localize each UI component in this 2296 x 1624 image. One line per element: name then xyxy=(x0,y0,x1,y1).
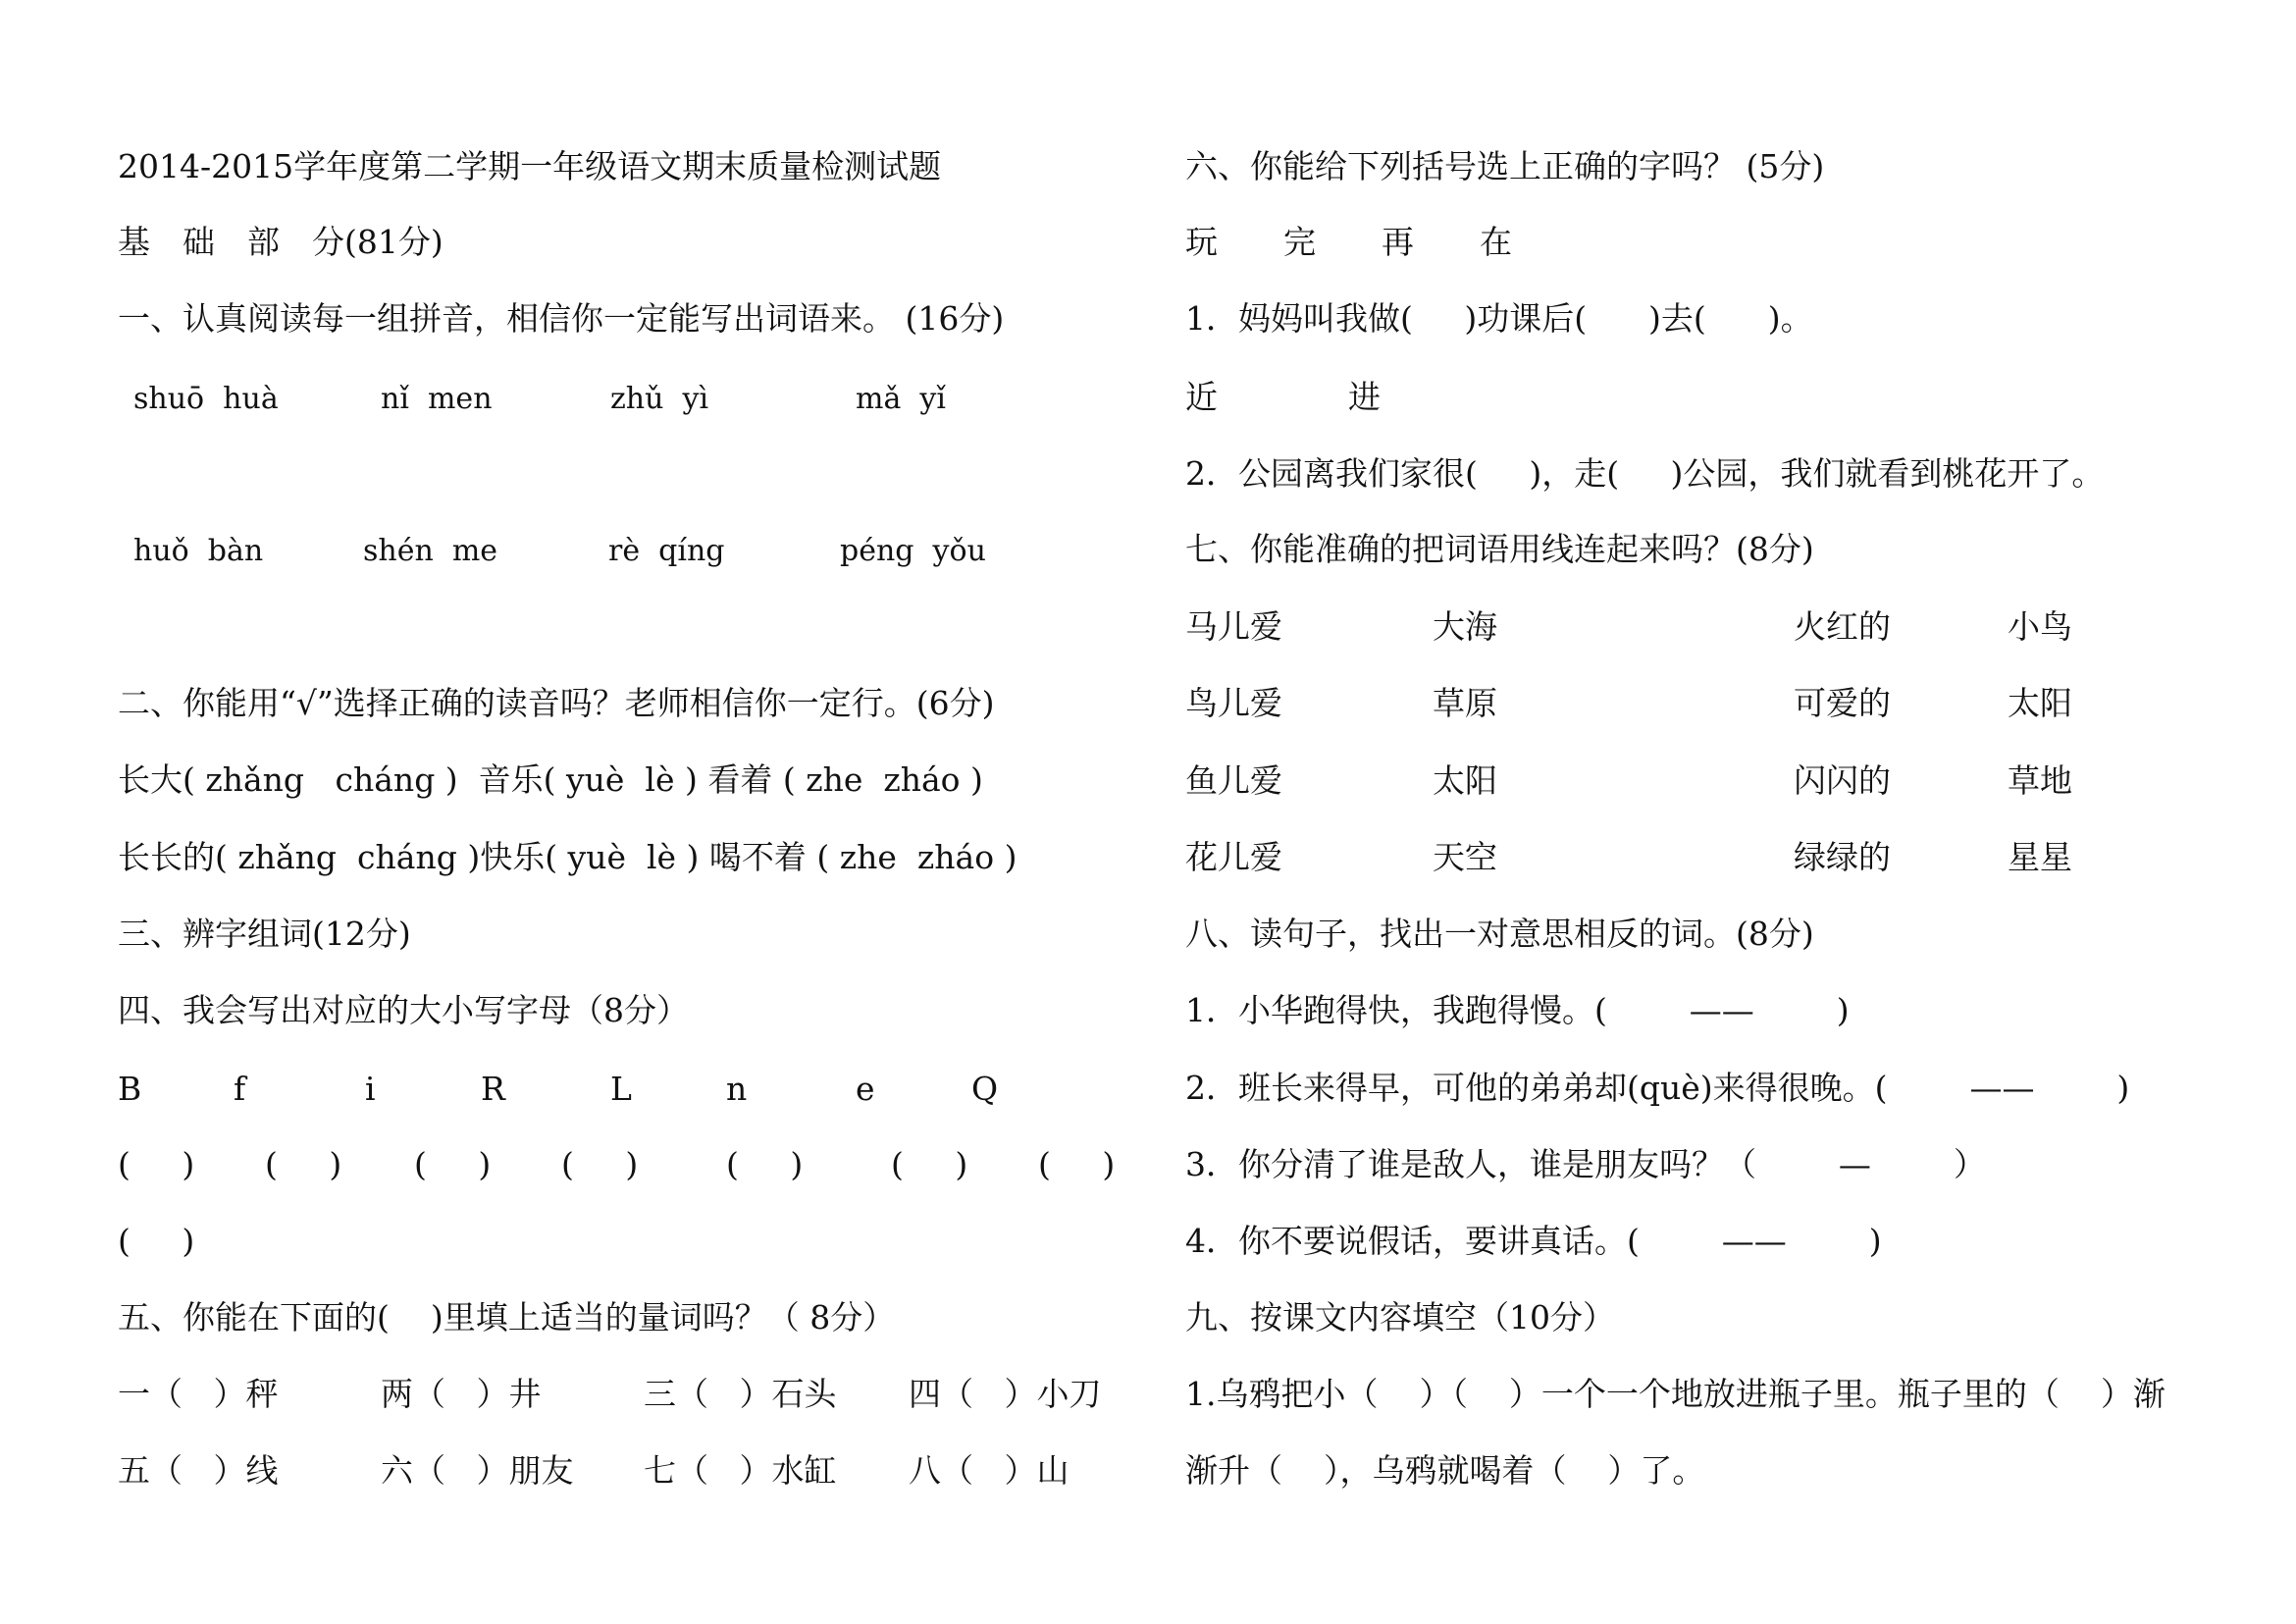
match-word: 小鸟 xyxy=(2008,607,2072,646)
match-word: 大海 xyxy=(1433,607,1497,646)
q8-sentence-2: 2．班长来得早，可他的弟弟却(què)来得很晚。( —— ) xyxy=(1185,1069,2130,1107)
match-word: 草地 xyxy=(2008,761,2072,800)
match-word: 太阳 xyxy=(2008,684,2072,722)
pinyin-item: péng yǒu xyxy=(840,534,986,568)
answer-blank[interactable]: ( ) xyxy=(265,1145,342,1183)
choice-char: 在 xyxy=(1480,223,1512,261)
match-word: 太阳 xyxy=(1433,761,1497,800)
pinyin-item: shuō huà xyxy=(133,382,279,416)
q8-heading: 八、读句子，找出一对意思相反的词。(8分) xyxy=(1185,915,1814,953)
measure-word-item: 两（ ）井 xyxy=(381,1375,542,1413)
match-word: 花儿爱 xyxy=(1185,838,1282,876)
answer-blank[interactable]: ( ) xyxy=(561,1145,639,1183)
match-word: 鸟儿爱 xyxy=(1185,684,1282,722)
match-word: 可爱的 xyxy=(1794,684,1891,722)
match-word: 火红的 xyxy=(1794,607,1891,646)
answer-blank[interactable]: ( ) xyxy=(414,1145,492,1183)
choice-char: 玩 xyxy=(1185,223,1218,261)
pinyin-item: nǐ men xyxy=(381,382,493,416)
section-basic-heading: 基 础 部 分(81分) xyxy=(118,223,444,261)
answer-blank[interactable]: ( ) xyxy=(726,1145,804,1183)
measure-word-item: 四（ ）小刀 xyxy=(909,1375,1102,1413)
choice-char: 完 xyxy=(1283,223,1316,261)
letter-item: n xyxy=(726,1070,748,1108)
answer-blank[interactable]: ( ) xyxy=(891,1145,968,1183)
q4-heading: 四、我会写出对应的大小写字母（8分） xyxy=(118,991,689,1029)
choice-char: 再 xyxy=(1382,223,1414,261)
pinyin-item: zhǔ yì xyxy=(610,382,709,416)
q5-heading: 五、你能在下面的( )里填上适当的量词吗？（ 8分） xyxy=(118,1298,896,1336)
choice-char: 近 xyxy=(1185,378,1218,416)
letter-item: i xyxy=(365,1070,376,1108)
answer-blank[interactable]: ( ) xyxy=(118,1145,195,1183)
answer-blank[interactable]: ( ) xyxy=(118,1222,195,1260)
pinyin-item: rè qíng xyxy=(608,534,725,568)
q2-row-1: 长大( zhǎng cháng ) 音乐( yuè lè ) 看着 ( zhe zháo ) xyxy=(118,760,983,799)
q8-sentence-1: 1．小华跑得快，我跑得慢。( —— ) xyxy=(1185,991,1850,1029)
measure-word-item: 七（ ）水缸 xyxy=(644,1451,837,1490)
q8-sentence-3: 3．你分清了谁是敌人，谁是朋友吗？（ — ） xyxy=(1185,1145,1986,1183)
q9-sentence-2: 渐升（ ），乌鸦就喝着（ ）了。 xyxy=(1185,1451,1705,1490)
measure-word-item: 八（ ）山 xyxy=(909,1451,1070,1490)
letter-item: B xyxy=(118,1070,142,1108)
match-word: 星星 xyxy=(2008,838,2072,876)
q2-heading: 二、你能用“√”选择正确的读音吗？老师相信你一定行。(6分) xyxy=(118,684,995,722)
q6-sentence-2: 2．公园离我们家很( )，走( )公园，我们就看到桃花开了。 xyxy=(1185,454,2105,493)
match-word: 草原 xyxy=(1433,684,1497,722)
match-word: 马儿爱 xyxy=(1185,607,1282,646)
choice-char: 进 xyxy=(1348,378,1381,416)
q3-heading: 三、辨字组词(12分) xyxy=(118,915,411,953)
q2-row-2: 长长的( zhǎng cháng )快乐( yuè lè ) 喝不着 ( zhe zháo ) xyxy=(118,838,1018,876)
letter-item: f xyxy=(234,1070,246,1108)
match-word: 鱼儿爱 xyxy=(1185,761,1282,800)
q8-sentence-4: 4．你不要说假话，要讲真话。( —— ) xyxy=(1185,1222,1882,1260)
letter-item: L xyxy=(610,1070,632,1108)
letter-item: Q xyxy=(971,1070,999,1108)
pinyin-item: huǒ bàn xyxy=(133,534,264,568)
pinyin-item: shén me xyxy=(363,534,498,568)
measure-word-item: 五（ ）线 xyxy=(118,1451,279,1490)
letter-item: e xyxy=(856,1070,875,1108)
measure-word-item: 六（ ）朋友 xyxy=(381,1451,574,1490)
q9-sentence-1: 1.乌鸦把小（ ）（ ）一个一个地放进瓶子里。瓶子里的（ ）渐 xyxy=(1185,1375,2166,1413)
exam-title: 2014-2015学年度第二学期一年级语文期末质量检测试题 xyxy=(118,147,942,185)
q6-sentence-1: 1．妈妈叫我做( )功课后( )去( )。 xyxy=(1185,299,1813,338)
match-word: 绿绿的 xyxy=(1794,838,1891,876)
measure-word-item: 三（ ）石头 xyxy=(644,1375,837,1413)
q6-heading: 六、你能给下列括号选上正确的字吗？ (5分) xyxy=(1185,147,1825,185)
q7-heading: 七、你能准确的把词语用线连起来吗？(8分) xyxy=(1185,530,1814,568)
q9-heading: 九、按课文内容填空（10分） xyxy=(1185,1298,1615,1336)
q1-heading: 一、认真阅读每一组拼音，相信你一定能写出词语来。 (16分) xyxy=(118,299,1005,338)
answer-blank[interactable]: ( ) xyxy=(1038,1145,1116,1183)
match-word: 天空 xyxy=(1433,838,1497,876)
pinyin-item: mǎ yǐ xyxy=(856,382,946,416)
match-word: 闪闪的 xyxy=(1794,761,1891,800)
letter-item: R xyxy=(481,1070,505,1108)
measure-word-item: 一（ ）秤 xyxy=(118,1375,279,1413)
